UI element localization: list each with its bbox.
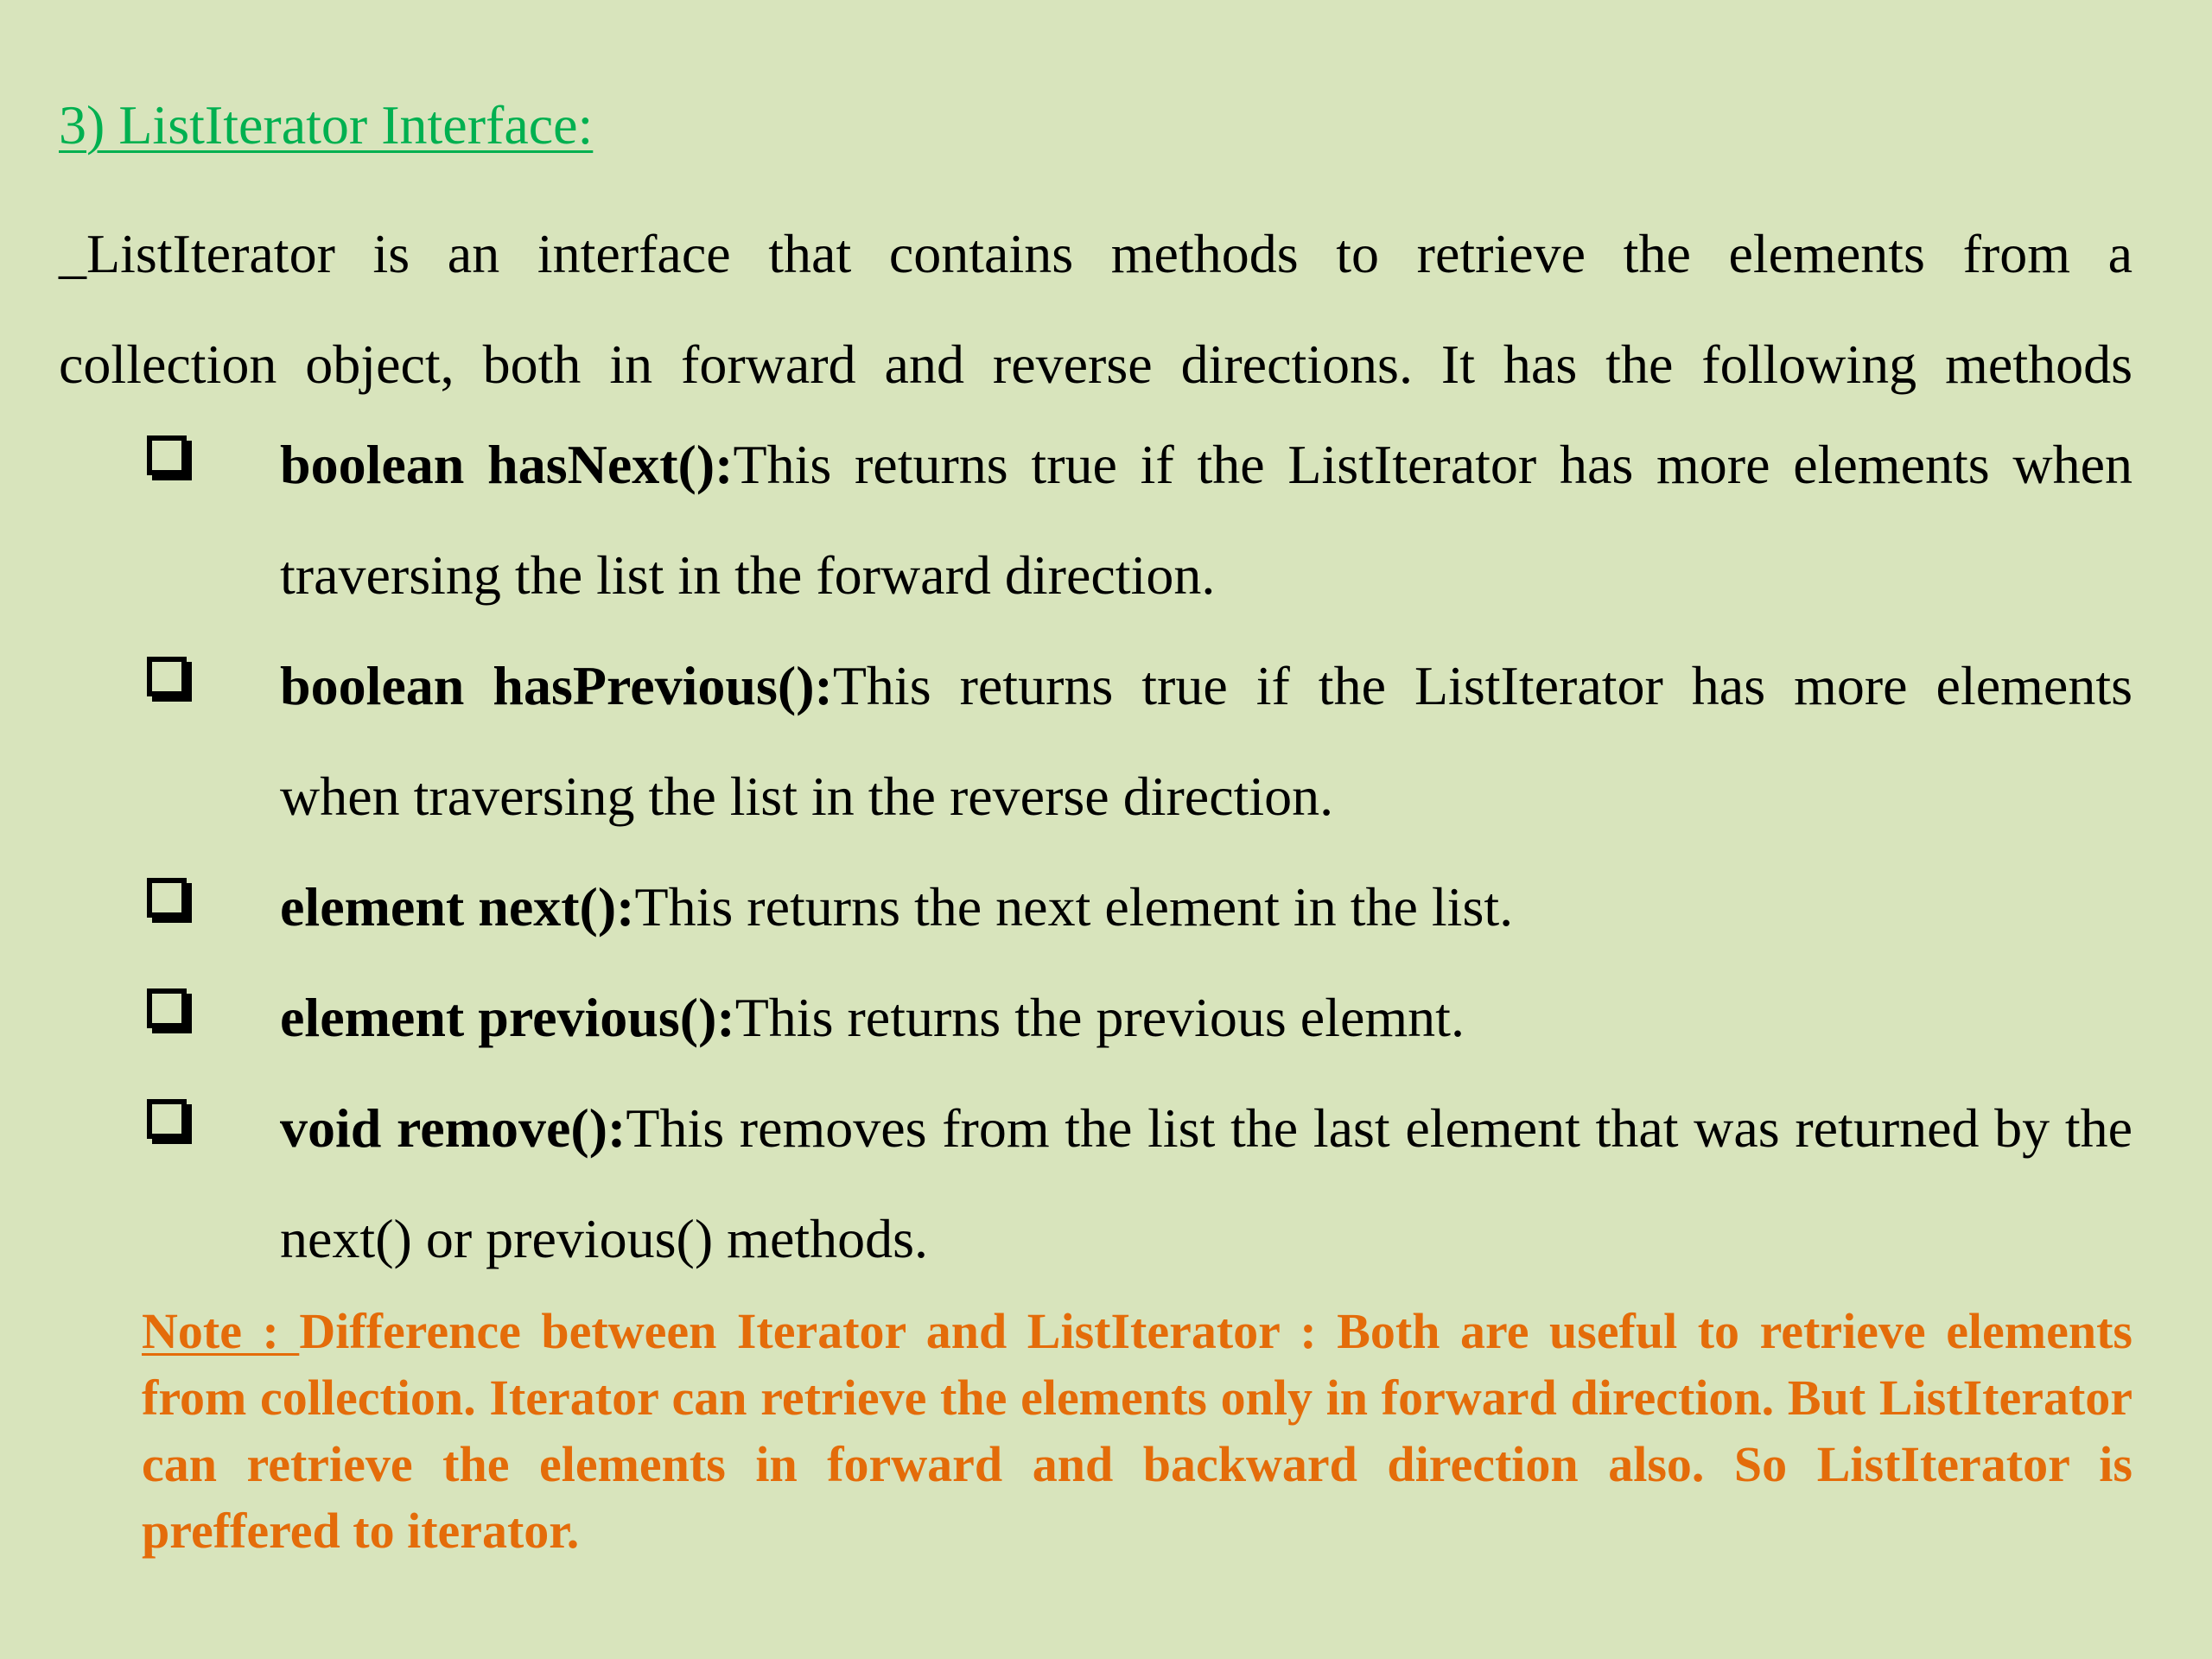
note-label: Note :	[142, 1303, 300, 1359]
method-text	[280, 1073, 2133, 1294]
list-item	[0, 852, 2212, 963]
list-item	[0, 631, 2212, 852]
hollow-square-bullet-icon	[147, 657, 187, 696]
hollow-square-bullet-icon	[147, 988, 187, 1028]
note-text: Difference between Iterator and ListIterator : Both are useful to retrieve elements from collection. Iterator can retrieve the elements only in forward direction. But ListIterator can retrieve the elements in forward and backward direction also. So ListIterator is preffered to iterator.	[142, 1303, 2133, 1559]
hollow-square-bullet-icon	[147, 878, 187, 918]
method-signature: boolean hasNext():	[280, 434, 734, 495]
method-text	[280, 963, 2133, 1073]
method-signature: element previous():	[280, 987, 735, 1048]
method-text	[280, 852, 2133, 963]
list-item	[0, 410, 2212, 631]
method-signature: boolean hasPrevious():	[280, 655, 833, 716]
intro-line: collection object, both in forward and reverse directions. It has the following methods	[59, 334, 2133, 395]
list-item	[0, 963, 2212, 1073]
section-heading: 3) ListIterator Interface:	[59, 94, 594, 156]
intro-paragraph	[59, 199, 2133, 420]
intro-line: _ListIterator is an interface that contains methods to retrieve the elements from a	[59, 223, 2133, 284]
method-description: This removes from the list the last element that was returned by the next() or previous() methods.	[280, 1097, 2133, 1269]
method-text	[280, 631, 2133, 852]
hollow-square-bullet-icon	[147, 435, 187, 475]
method-text	[280, 410, 2133, 631]
list-item	[0, 1073, 2212, 1294]
method-description: This returns the next element in the list.	[634, 876, 1514, 938]
method-description: This returns true if the ListIterator has more elements when traversing the list in the forward direction.	[280, 434, 2133, 606]
method-signature: element next():	[280, 876, 635, 938]
method-description: This returns true if the ListIterator has more elements when traversing the list in the reverse direction.	[280, 655, 2133, 827]
method-signature: void remove():	[280, 1097, 626, 1159]
methods-list	[0, 410, 2212, 1294]
note-paragraph	[142, 1298, 2133, 1564]
hollow-square-bullet-icon	[147, 1099, 187, 1139]
method-description: This returns the previous elemnt.	[734, 987, 1465, 1048]
